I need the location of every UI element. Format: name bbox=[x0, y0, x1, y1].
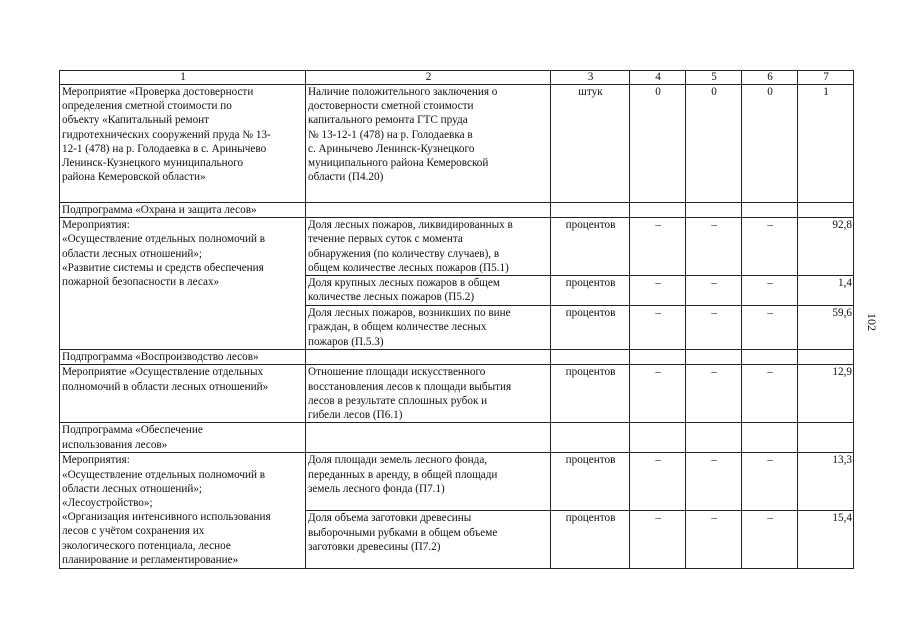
value-cell: – bbox=[742, 511, 798, 569]
column-number: 7 bbox=[798, 71, 854, 85]
table-row bbox=[60, 453, 854, 511]
value-cell: 0 bbox=[742, 85, 798, 203]
unit-cell: штук bbox=[551, 85, 630, 203]
value-cell: 0 bbox=[630, 85, 686, 203]
unit-cell: процентов bbox=[551, 365, 630, 423]
empty-cell bbox=[551, 203, 630, 218]
unit-cell: процентов bbox=[551, 276, 630, 306]
empty-cell bbox=[686, 350, 742, 365]
unit-cell: процентов bbox=[551, 218, 630, 276]
indicator-cell: Отношение площади искусственного восстановления лесов к площади выбытия лесов в результате сплошных рубок и гибели лесов (П6.1) bbox=[306, 365, 551, 423]
empty-cell bbox=[798, 423, 854, 453]
column-number: 2 bbox=[306, 71, 551, 85]
value-cell: 1,4 bbox=[798, 276, 854, 306]
empty-cell bbox=[551, 423, 630, 453]
value-cell: 59,6 bbox=[798, 306, 854, 350]
subprogram-title: Подпрограмма «Воспроизводство лесов» bbox=[60, 350, 306, 365]
table-row bbox=[60, 218, 854, 276]
indicator-cell: Наличие положительного заключения о достоверности сметной стоимости капитального ремонта ГТС пруда № 13-12-1 (478) на р. Голодаевка в с. Аринычево Ленинск-Кузнецкого муниципального района Кемеровской области (П4.20) bbox=[306, 85, 551, 203]
page-number: 102 bbox=[865, 313, 879, 331]
column-number: 1 bbox=[60, 71, 306, 85]
subprogram-row bbox=[60, 350, 854, 365]
value-cell: – bbox=[742, 218, 798, 276]
indicator-cell: Доля лесных пожаров, возникших по вине граждан, в общем количестве лесных пожаров (П.5.3) bbox=[306, 306, 551, 350]
indicator-cell: Доля объема заготовки древесины выборочными рубками в общем объеме заготовки древесины (П7.2) bbox=[306, 511, 551, 569]
value-cell: – bbox=[686, 306, 742, 350]
value-cell: – bbox=[686, 453, 742, 511]
empty-cell bbox=[306, 423, 551, 453]
subprogram-title: Подпрограмма «Обеспечение использования лесов» bbox=[60, 423, 306, 453]
indicator-cell: Доля площади земель лесного фонда, переданных в аренду, в общей площади земель лесного фонда (П7.1) bbox=[306, 453, 551, 511]
value-cell: 0 bbox=[686, 85, 742, 203]
empty-cell bbox=[686, 423, 742, 453]
measure-cell: Мероприятие «Осуществление отдельных полномочий в области лесных отношений» bbox=[60, 365, 306, 423]
unit-cell: процентов bbox=[551, 306, 630, 350]
value-cell: – bbox=[630, 365, 686, 423]
measure-cell: Мероприятие «Проверка достоверности определения сметной стоимости по объекту «Капитальный ремонт гидротехнических сооружений пруда № 13- 12-1 (478) на р. Голодаевка в с. Аринычево Ленинск-Кузнецкого муниципального района Кемеровской области» bbox=[60, 85, 306, 203]
measure-cell: Мероприятия: «Осуществление отдельных полномочий в области лесных отношений»; «Лесоустройство»; «Организация интенсивного использования лесов с учётом сохранения их экологического потенциала, лесное планирование и регламентирование» bbox=[60, 453, 306, 569]
value-cell: 1 bbox=[798, 85, 854, 203]
value-cell: 15,4 bbox=[798, 511, 854, 569]
value-cell: – bbox=[742, 365, 798, 423]
value-cell: – bbox=[742, 453, 798, 511]
subprogram-row bbox=[60, 203, 854, 218]
value-cell: – bbox=[630, 511, 686, 569]
value-cell: – bbox=[742, 306, 798, 350]
indicator-cell: Доля крупных лесных пожаров в общем количестве лесных пожаров (П5.2) bbox=[306, 276, 551, 306]
measure-cell: Мероприятия: «Осуществление отдельных полномочий в области лесных отношений»; «Развитие системы и средств обеспечения пожарной безопасности в лесах» bbox=[60, 218, 306, 350]
column-number: 6 bbox=[742, 71, 798, 85]
column-number-row bbox=[60, 71, 854, 85]
value-cell: – bbox=[742, 276, 798, 306]
value-cell: 92,8 bbox=[798, 218, 854, 276]
empty-cell bbox=[742, 203, 798, 218]
value-cell: – bbox=[630, 276, 686, 306]
value-cell: – bbox=[630, 306, 686, 350]
value-cell: – bbox=[630, 453, 686, 511]
value-cell: – bbox=[686, 218, 742, 276]
value-cell: – bbox=[686, 511, 742, 569]
value-cell: 12,9 bbox=[798, 365, 854, 423]
empty-cell bbox=[630, 350, 686, 365]
column-number: 5 bbox=[686, 71, 742, 85]
value-cell: – bbox=[630, 218, 686, 276]
column-number: 4 bbox=[630, 71, 686, 85]
subprogram-title: Подпрограмма «Охрана и защита лесов» bbox=[60, 203, 306, 218]
value-cell: 13,3 bbox=[798, 453, 854, 511]
table-row bbox=[60, 85, 854, 203]
value-cell: – bbox=[686, 276, 742, 306]
subprogram-row bbox=[60, 423, 854, 453]
empty-cell bbox=[798, 203, 854, 218]
unit-cell: процентов bbox=[551, 453, 630, 511]
empty-cell bbox=[798, 350, 854, 365]
empty-cell bbox=[306, 203, 551, 218]
empty-cell bbox=[630, 203, 686, 218]
empty-cell bbox=[551, 350, 630, 365]
value-cell: – bbox=[686, 365, 742, 423]
column-number: 3 bbox=[551, 71, 630, 85]
empty-cell bbox=[306, 350, 551, 365]
indicator-cell: Доля лесных пожаров, ликвидированных в течение первых суток с момента обнаружения (по количеству случаев), в общем количестве лесных пожаров (П5.1) bbox=[306, 218, 551, 276]
empty-cell bbox=[742, 350, 798, 365]
unit-cell: процентов bbox=[551, 511, 630, 569]
empty-cell bbox=[630, 423, 686, 453]
empty-cell bbox=[742, 423, 798, 453]
empty-cell bbox=[686, 203, 742, 218]
table-row bbox=[60, 365, 854, 423]
indicators-table bbox=[59, 70, 854, 569]
